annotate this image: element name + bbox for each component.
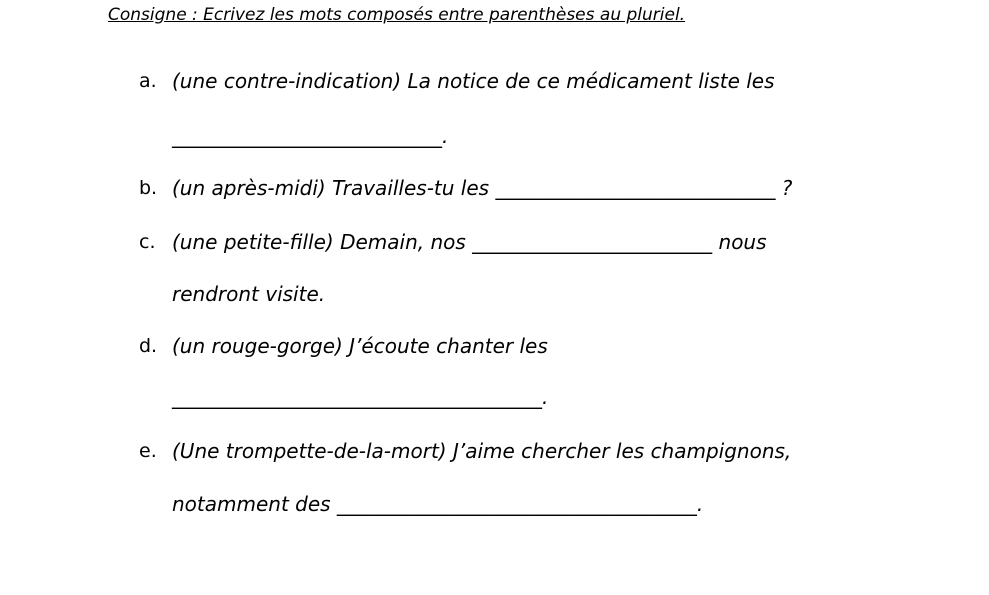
- instruction-text: Consigne : Ecrivez les mots composés entre parenthèses au pluriel.: [108, 5, 686, 25]
- item-e-line2: notamment des ____________________________________.: [172, 492, 704, 516]
- list-marker-b: b.: [139, 177, 158, 199]
- item-e-line1: (Une trompette-de-la-mort) J’aime chercher les champignons,: [172, 439, 792, 463]
- list-marker-e: e.: [139, 440, 157, 462]
- list-marker-a: a.: [139, 70, 157, 92]
- item-a-line1: (une contre-indication) La notice de ce médicament liste les: [172, 69, 775, 93]
- item-a-line2: ___________________________.: [172, 124, 449, 148]
- list-marker-d: d.: [139, 335, 158, 357]
- item-d-line2: _____________________________________.: [172, 385, 549, 409]
- item-b-line1: (un après-midi) Travailles-tu les ____________________________ ?: [172, 176, 793, 200]
- list-marker-c: c.: [139, 231, 156, 253]
- item-c-line2: rendront visite.: [172, 282, 326, 306]
- item-d-line1: (un rouge-gorge) J’écoute chanter les: [172, 334, 548, 358]
- item-c-line1: (une petite-fille) Demain, nos ________________________ nous: [172, 230, 767, 254]
